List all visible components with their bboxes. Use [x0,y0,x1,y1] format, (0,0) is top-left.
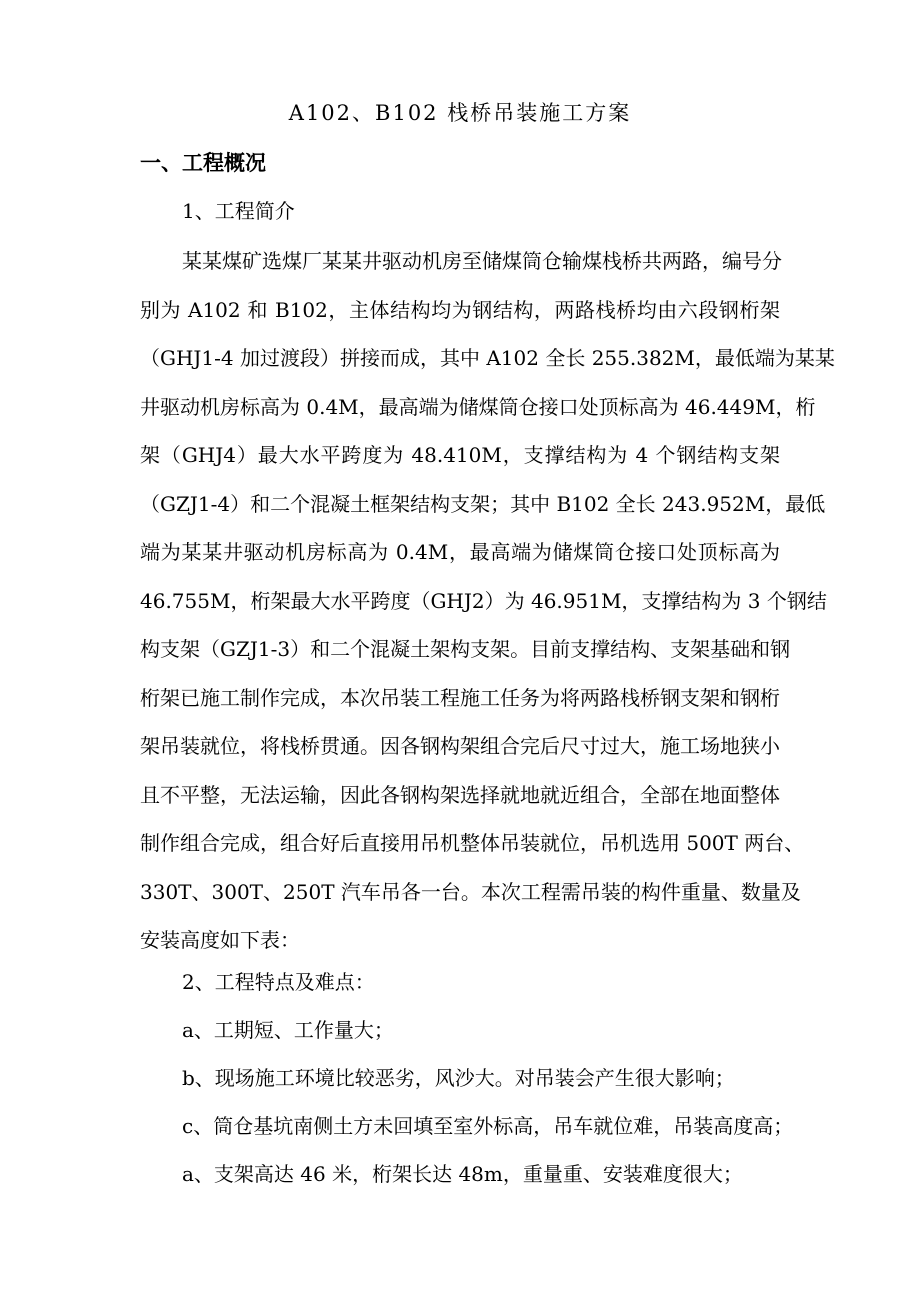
section-heading-overview: 一、工程概况 [140,151,266,175]
subheading-features-difficulties: 2、工程特点及难点： [182,970,375,994]
paragraph-line: 安装高度如下表： [140,928,300,952]
paragraph-line: 构支架（GZJ1-3）和二个混凝土架构支架。目前支撑结构、支架基础和钢 [140,637,791,661]
list-item: c、筒仓基坑南侧土方未回填至室外标高，吊车就位难，吊装高度高； [182,1114,794,1138]
project-intro-paragraph [140,237,835,965]
paragraph-line: （GHJ1-4 加过渡段）拼接而成，其中 A102 全长 255.382M，最低端为某某 [140,346,835,370]
paragraph-line: 且不平整，无法运输，因此各钢构架选择就地就近组合，全部在地面整体 [140,782,780,807]
paragraph-line: 46.755M，桁架最大水平跨度（GHJ2）为 46.951M，支撑结构为 3 个钢结 [140,588,827,613]
list-item: a、工期短、工作量大； [182,1018,394,1042]
paragraph-line: 别为 A102 和 B102，主体结构均为钢结构，两路栈桥均由六段钢桁架 [140,297,780,322]
document-title: A102、B102 栈桥吊装施工方案 [288,101,632,125]
paragraph-line: 330T、300T、250T 汽车吊各一台。本次工程需吊装的构件重量、数量及 [140,879,801,904]
paragraph-line: 井驱动机房标高为 0.4M，最高端为储煤筒仓接口处顶标高为 46.449M，桁 [140,394,816,419]
paragraph-line: 桁架已施工制作完成，本次吊装工程施工任务为将两路栈桥钢支架和钢桁 [140,685,780,710]
list-item: a、支架高达 46 米，桁架长达 48m，重量重、安装难度很大； [182,1162,743,1186]
paragraph-line: 某某煤矿选煤厂某某井驱动机房至储煤筒仓输煤栈桥共两路，编号分 [182,249,782,273]
list-item: b、现场施工环境比较恶劣，风沙大。对吊装会产生很大影响； [182,1066,735,1090]
paragraph-line: 端为某某井驱动机房标高为 0.4M，最高端为储煤筒仓接口处顶标高为 [140,540,780,564]
paragraph-line: 制作组合完成，组合好后直接用吊机整体吊装就位，吊机选用 500T 两台、 [140,831,805,855]
subheading-project-intro: 1、工程简介 [182,199,295,223]
paragraph-line: 架吊装就位，将栈桥贯通。因各钢构架组合完后尺寸过大，施工场地狭小 [140,734,780,758]
paragraph-line: （GZJ1-4）和二个混凝土框架结构支架；其中 B102 全长 243.952M，最低 [140,491,826,516]
paragraph-line: 架（GHJ4）最大水平跨度为 48.410M，支撑结构为 4 个钢结构支架 [140,443,780,467]
